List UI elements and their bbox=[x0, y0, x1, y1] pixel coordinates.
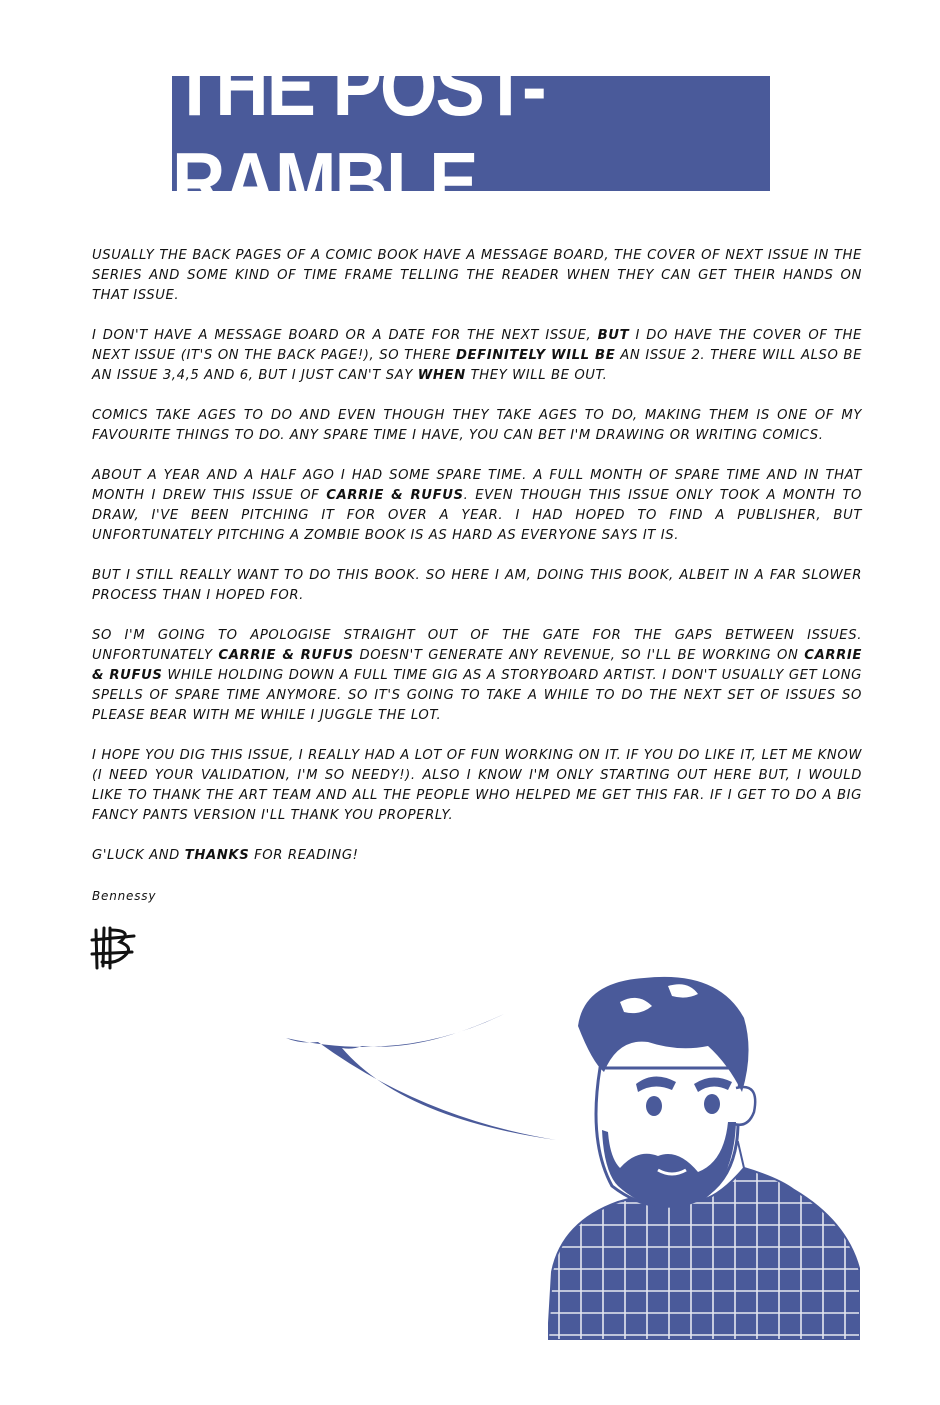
author-portrait bbox=[548, 972, 860, 1340]
paragraph-text: AN ISSUE 2. THERE WILL ALSO BE AN ISSUE 3,4,5 AND 6, BUT I JUST CAN'T SAY bbox=[92, 348, 863, 383]
emphasis-text: CARRIE & RUFUS bbox=[218, 648, 354, 663]
speech-bubble bbox=[282, 1008, 562, 1148]
letter-paragraph bbox=[92, 466, 862, 546]
paragraph-text: WHILE HOLDING DOWN A FULL TIME GIG AS A STORYBOARD ARTIST. I DON'T USUALLY GET LONG SPELLS OF SPARE TIME ANYMORE. SO IT'S GOING TO TAKE A WHILE TO DO THE NEXT SET OF ISSUES SO PLEASE BEAR WITH ME WHILE I JUGGLE THE LOT. bbox=[92, 668, 862, 723]
paragraph-text: USUALLY THE BACK PAGES OF A COMIC BOOK HAVE A MESSAGE BOARD, THE COVER OF NEXT ISSUE IN THE SERIES AND SOME KIND OF TIME FRAME TELLING THE READER WHEN THEY CAN GET THEIR HANDS ON THAT ISSUE. bbox=[92, 248, 862, 303]
title-banner bbox=[172, 39, 770, 228]
paragraph-text: DOESN'T GENERATE ANY REVENUE, SO I'LL BE WORKING ON bbox=[353, 648, 805, 663]
emphasis-text: BUT bbox=[597, 328, 630, 343]
page-title: THE POST-RAMBLE bbox=[172, 39, 545, 228]
letter-body bbox=[92, 246, 862, 886]
emphasis-text: CARRIE & RUFUS bbox=[92, 648, 863, 683]
emphasis-text: WHEN bbox=[417, 368, 466, 383]
letter-paragraph bbox=[92, 326, 862, 386]
paragraph-text: THEY WILL BE OUT. bbox=[465, 368, 608, 383]
paragraph-text: I HOPE YOU DIG THIS ISSUE, I REALLY HAD A LOT OF FUN WORKING ON IT. IF YOU DO LIKE IT, LET ME KNOW (I NEED YOUR VALIDATION, I'M SO NEEDY!). ALSO I KNOW I'M ONLY STARTING OUT HERE BUT, I WOULD LIKE TO THANK THE ART TEAM AND ALL THE PEOPLE WHO HELPED ME GET THIS FAR. IF I GET TO DO A BIG FANCY PANTS VERSION I'LL THANK YOU PROPERLY. bbox=[92, 748, 862, 823]
paragraph-text: ABOUT A YEAR AND A HALF AGO I HAD SOME SPARE TIME. A FULL MONTH OF SPARE TIME AND IN THAT MONTH I DREW THIS ISSUE OF bbox=[92, 468, 862, 503]
paragraph-text: . EVEN THOUGH THIS ISSUE ONLY TOOK A MONTH TO DRAW, I'VE BEEN PITCHING IT FOR OVER A YEAR. I HAD HOPED TO FIND A PUBLISHER, BUT UNFORTUNATELY PITCHING A ZOMBIE BOOK IS AS HARD AS EVERYONE SAYS IT IS. bbox=[92, 488, 862, 543]
letter-paragraph bbox=[92, 626, 862, 726]
letter-paragraph bbox=[92, 746, 862, 826]
paragraph-text: COMICS TAKE AGES TO DO AND EVEN THOUGH THEY TAKE AGES TO DO, MAKING THEM IS ONE OF MY FAVOURITE THINGS TO DO. ANY SPARE TIME I HAVE, YOU CAN BET I'M DRAWING OR WRITING COMICS. bbox=[92, 408, 862, 443]
emphasis-text: DEFINITELY WILL BE bbox=[455, 348, 616, 363]
letter-paragraph bbox=[92, 566, 862, 606]
emphasis-text: CARRIE & RUFUS bbox=[326, 488, 464, 503]
paragraph-text: G'LUCK AND bbox=[92, 848, 185, 863]
letter-paragraph bbox=[92, 406, 862, 446]
paragraph-text: SO I'M GOING TO APOLOGISE STRAIGHT OUT OF THE GATE FOR THE GAPS BETWEEN ISSUES. UNFORTUNATELY bbox=[92, 628, 862, 663]
paragraph-text: FOR READING! bbox=[249, 848, 359, 863]
paragraph-text: BUT I STILL REALLY WANT TO DO THIS BOOK. SO HERE I AM, DOING THIS BOOK, ALBEIT IN A FAR SLOWER PROCESS THAN I HOPED FOR. bbox=[92, 568, 862, 603]
letter-paragraph bbox=[92, 846, 862, 866]
paragraph-text: I DO HAVE THE COVER OF THE NEXT ISSUE (IT'S ON THE BACK PAGE!), SO THERE bbox=[92, 328, 862, 363]
paragraph-text: I DON'T HAVE A MESSAGE BOARD OR A DATE FOR THE NEXT ISSUE, bbox=[92, 328, 598, 343]
letter-paragraph bbox=[92, 246, 862, 306]
author-name: Bennessy bbox=[92, 889, 157, 903]
emphasis-text: THANKS bbox=[184, 848, 250, 863]
signature-mark bbox=[90, 924, 138, 972]
